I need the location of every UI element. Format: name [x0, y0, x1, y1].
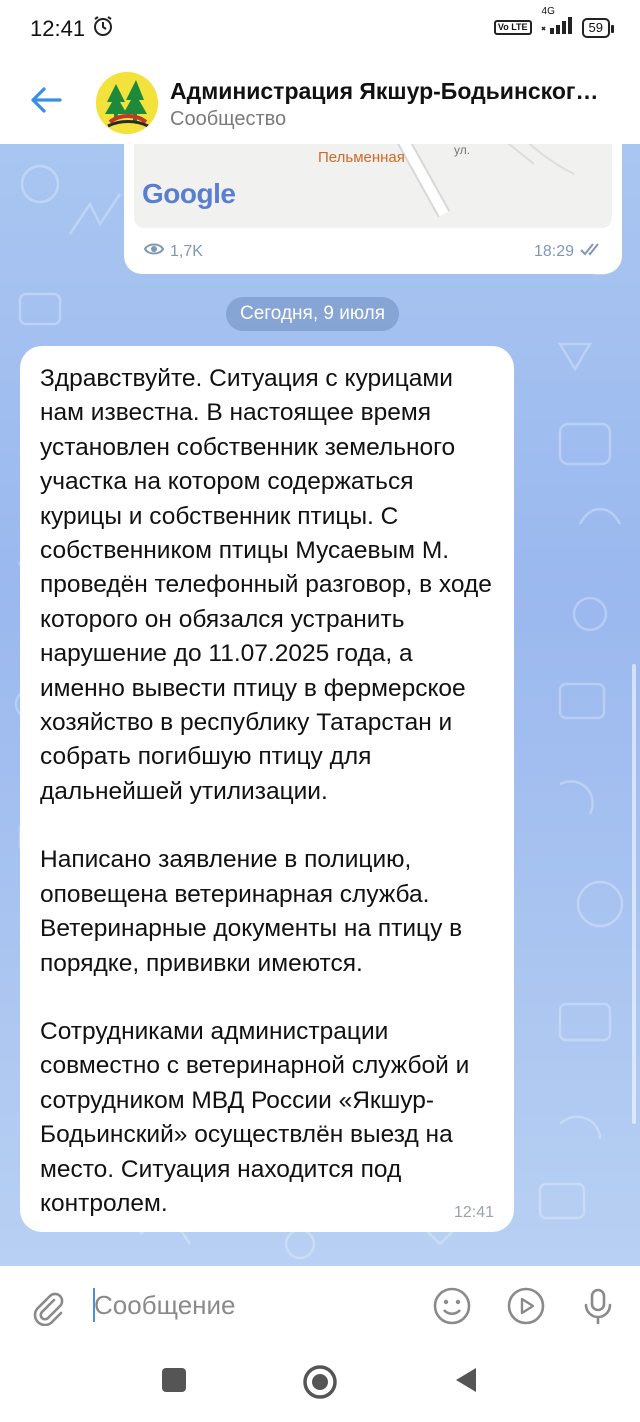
- message-input-bar: [0, 1266, 640, 1346]
- google-logo-text: Google: [142, 178, 236, 209]
- chat-header: [0, 58, 640, 145]
- message-bubble[interactable]: [20, 346, 514, 1232]
- avatar[interactable]: [96, 72, 158, 134]
- message-input[interactable]: Сообщение: [94, 1290, 236, 1320]
- google-logo: [142, 178, 235, 210]
- map-message-meta: [534, 242, 602, 261]
- double-check-icon: [580, 242, 602, 261]
- map-preview[interactable]: [134, 144, 612, 228]
- battery-icon: 59: [582, 18, 610, 38]
- microphone-icon[interactable]: [578, 1286, 618, 1326]
- map-place-label: Пельменная: [318, 149, 405, 166]
- paperclip-icon[interactable]: [26, 1286, 66, 1326]
- status-time: 12:41: [30, 16, 86, 41]
- message-paragraph: Написано заявление в полицию, оповещена ветеринарная служба. Ветеринарные документы на птицу в порядке, прививки имеются.: [40, 846, 463, 977]
- triangle-back-icon[interactable]: [452, 1366, 480, 1399]
- network-type: 4G: [541, 6, 555, 17]
- message-paragraph: Здравствуйте. Ситуация с курицами нам известна. В настоящее время установлен собственник земельного участка на котором содержаться курицы и собственник птицы. С собственником птицы Мусаевым М. проведён телефонный разговор, в ходе которого он обязался устранить нарушение до 11.07.2025 года, а именно вывести птицу в фермерское хозяйство в республику Татарстан и собрать погибшую птицу для дальнейшей утилизации.: [40, 365, 492, 805]
- circle-icon[interactable]: [302, 1364, 338, 1405]
- views-count: [144, 242, 203, 261]
- arrow-back-icon[interactable]: [26, 80, 66, 120]
- message-time: 18:29: [533, 242, 574, 260]
- status-bar: [0, 0, 640, 58]
- chat-area[interactable]: [0, 144, 640, 1266]
- page-title[interactable]: Администрация Якшур-Бодьинског…: [170, 78, 599, 104]
- views-value: 1,7K: [170, 242, 203, 260]
- page-subtitle: Сообщество: [170, 108, 287, 130]
- eye-icon: [144, 242, 164, 261]
- system-nav-bar: [0, 1346, 640, 1422]
- message-paragraph: Сотрудниками администрации совместно с ветеринарной службой и сотрудником МВД России «Якшур-Бодьинский» осуществлён выезд на место. Ситуация находится под контролем.: [40, 1017, 470, 1217]
- message-time: 12:41: [453, 1204, 494, 1221]
- square-icon[interactable]: [160, 1366, 188, 1399]
- date-chip: Сегодня, 9 июля: [226, 297, 399, 331]
- video-message-icon[interactable]: [506, 1286, 546, 1326]
- signal-icon: [540, 6, 574, 39]
- scrollbar[interactable]: [632, 664, 636, 1124]
- volte-icon: Vo LTE: [494, 20, 532, 35]
- alarm-icon: [92, 15, 114, 42]
- emoji-icon[interactable]: [432, 1286, 472, 1326]
- map-street-label: ул.: [454, 144, 471, 157]
- map-message-bubble[interactable]: [124, 144, 622, 274]
